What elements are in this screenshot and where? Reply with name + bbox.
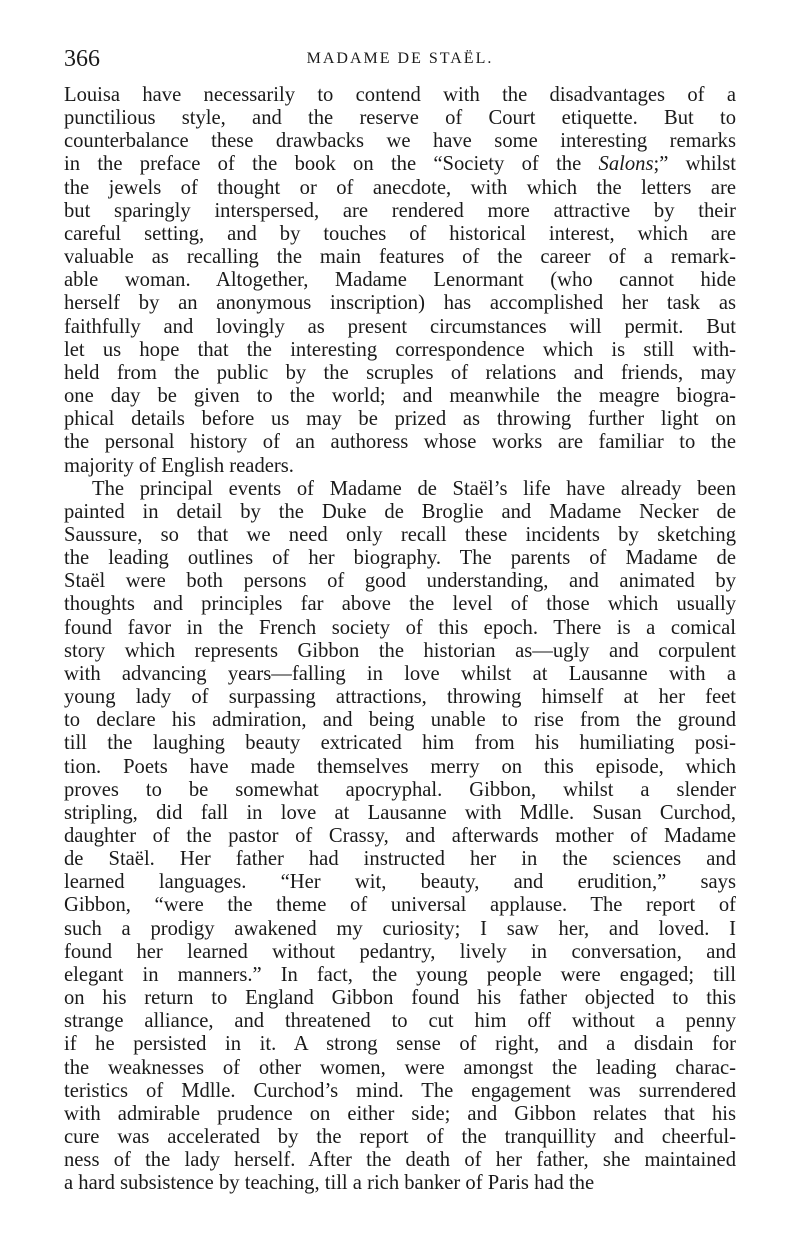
text-line: Saussure, so that we need only recall these incidents by sketching (64, 523, 736, 546)
text-line: Gibbon, “were the theme of universal applause. The report of (64, 894, 736, 917)
text-line: proves to be somewhat apocryphal. Gibbon, whilst a slender (64, 778, 736, 801)
text-line: such a prodigy awakened my curiosity; I saw her, and loved. I (64, 917, 736, 940)
text-line: careful setting, and by touches of historical interest, which are (64, 222, 736, 245)
text-line: till the laughing beauty extricated him from his humiliating posi- (64, 732, 736, 755)
text-line: ness of the lady herself. After the death of her father, she maintained (64, 1149, 736, 1172)
text-line: Louisa have necessarily to contend with the disadvantages of a (64, 84, 736, 106)
text-line: stripling, did fall in love at Lausanne with Mdlle. Susan Curchod, (64, 801, 736, 824)
text-line: if he persisted in it. A strong sense of right, and a disdain for (64, 1033, 736, 1056)
paragraph (64, 84, 736, 478)
text-line: story which represents Gibbon the historian as—ugly and corpulent (64, 639, 736, 662)
text-line: teristics of Mdlle. Curchod’s mind. The engagement was surrendered (64, 1079, 736, 1102)
text-line: punctilious style, and the reserve of Court etiquette. But to (64, 107, 736, 130)
text-line: on his return to England Gibbon found his father objected to this (64, 987, 736, 1010)
text-line: found favor in the French society of this epoch. There is a comical (64, 616, 736, 639)
text-line: faithfully and lovingly as present circumstances will permit. But (64, 315, 736, 338)
text-line: Staël were both persons of good understanding, and animated by (64, 570, 736, 593)
text-line: the weaknesses of other women, were amongst the leading charac- (64, 1056, 736, 1079)
text-line: The principal events of Madame de Staël’s life have already been (92, 477, 736, 500)
text-line: painted in detail by the Duke de Broglie and Madame Necker de (64, 500, 736, 523)
text-line: valuable as recalling the main features of the career of a remark- (64, 246, 736, 269)
text-line: cure was accelerated by the report of the tranquillity and cheerful- (64, 1126, 736, 1149)
text-line: strange alliance, and threatened to cut him off without a penny (64, 1010, 736, 1033)
text-line: herself by an anonymous inscription) has accomplished her task as (64, 292, 736, 315)
text-line: phical details before us may be prized as throwing further light on (64, 408, 736, 431)
text-line: majority of English readers. (64, 454, 294, 477)
text-line: let us hope that the interesting correspondence which is still with- (64, 338, 736, 361)
body-text (64, 84, 736, 1196)
text-line: tion. Poets have made themselves merry on this episode, which (64, 755, 736, 778)
text-line: with advancing years—falling in love whilst at Lausanne with a (64, 662, 736, 685)
page-number: 366 (64, 46, 100, 72)
text-line: the leading outlines of her biography. The parents of Madame de (64, 547, 736, 570)
text-line: young lady of surpassing attractions, throwing himself at her feet (64, 686, 736, 709)
text-line: found her learned without pedantry, lively in conversation, and (64, 940, 736, 963)
running-title: MADAME DE STAËL. (306, 50, 494, 67)
text-line: able woman. Altogether, Madame Lenormant (who cannot hide (64, 269, 736, 292)
text-line: one day be given to the world; and meanwhile the meagre biogra- (64, 385, 736, 408)
text-line: thoughts and principles far above the level of those which usually (64, 593, 736, 616)
text-line: in the preface of the book on the “Society of the Salons;” whilst (64, 153, 736, 176)
text-line: a hard subsistence by teaching, till a rich banker of Paris had the (64, 1172, 595, 1195)
book-page (64, 44, 736, 1196)
text-line: learned languages. “Her wit, beauty, and erudition,” says (64, 871, 736, 894)
paragraph (64, 478, 736, 1196)
text-line: but sparingly interspersed, are rendered more attractive by their (64, 199, 736, 222)
text-line: with admirable prudence on either side; and Gibbon relates that his (64, 1102, 736, 1125)
text-line: daughter of the pastor of Crassy, and afterwards mother of Madame (64, 825, 736, 847)
text-line: the personal history of an authoress whose works are familiar to the (64, 431, 736, 454)
text-line: to declare his admiration, and being unable to rise from the ground (64, 709, 736, 732)
text-line: elegant in manners.” In fact, the young people were engaged; till (64, 963, 736, 986)
text-line: de Staël. Her father had instructed her in the sciences and (64, 848, 736, 871)
text-line: counterbalance these drawbacks we have some interesting remarks (64, 130, 736, 153)
running-head (64, 44, 736, 78)
text-line: held from the public by the scruples of relations and friends, may (64, 361, 736, 384)
text-line: the jewels of thought or of anecdote, with which the letters are (64, 176, 736, 199)
